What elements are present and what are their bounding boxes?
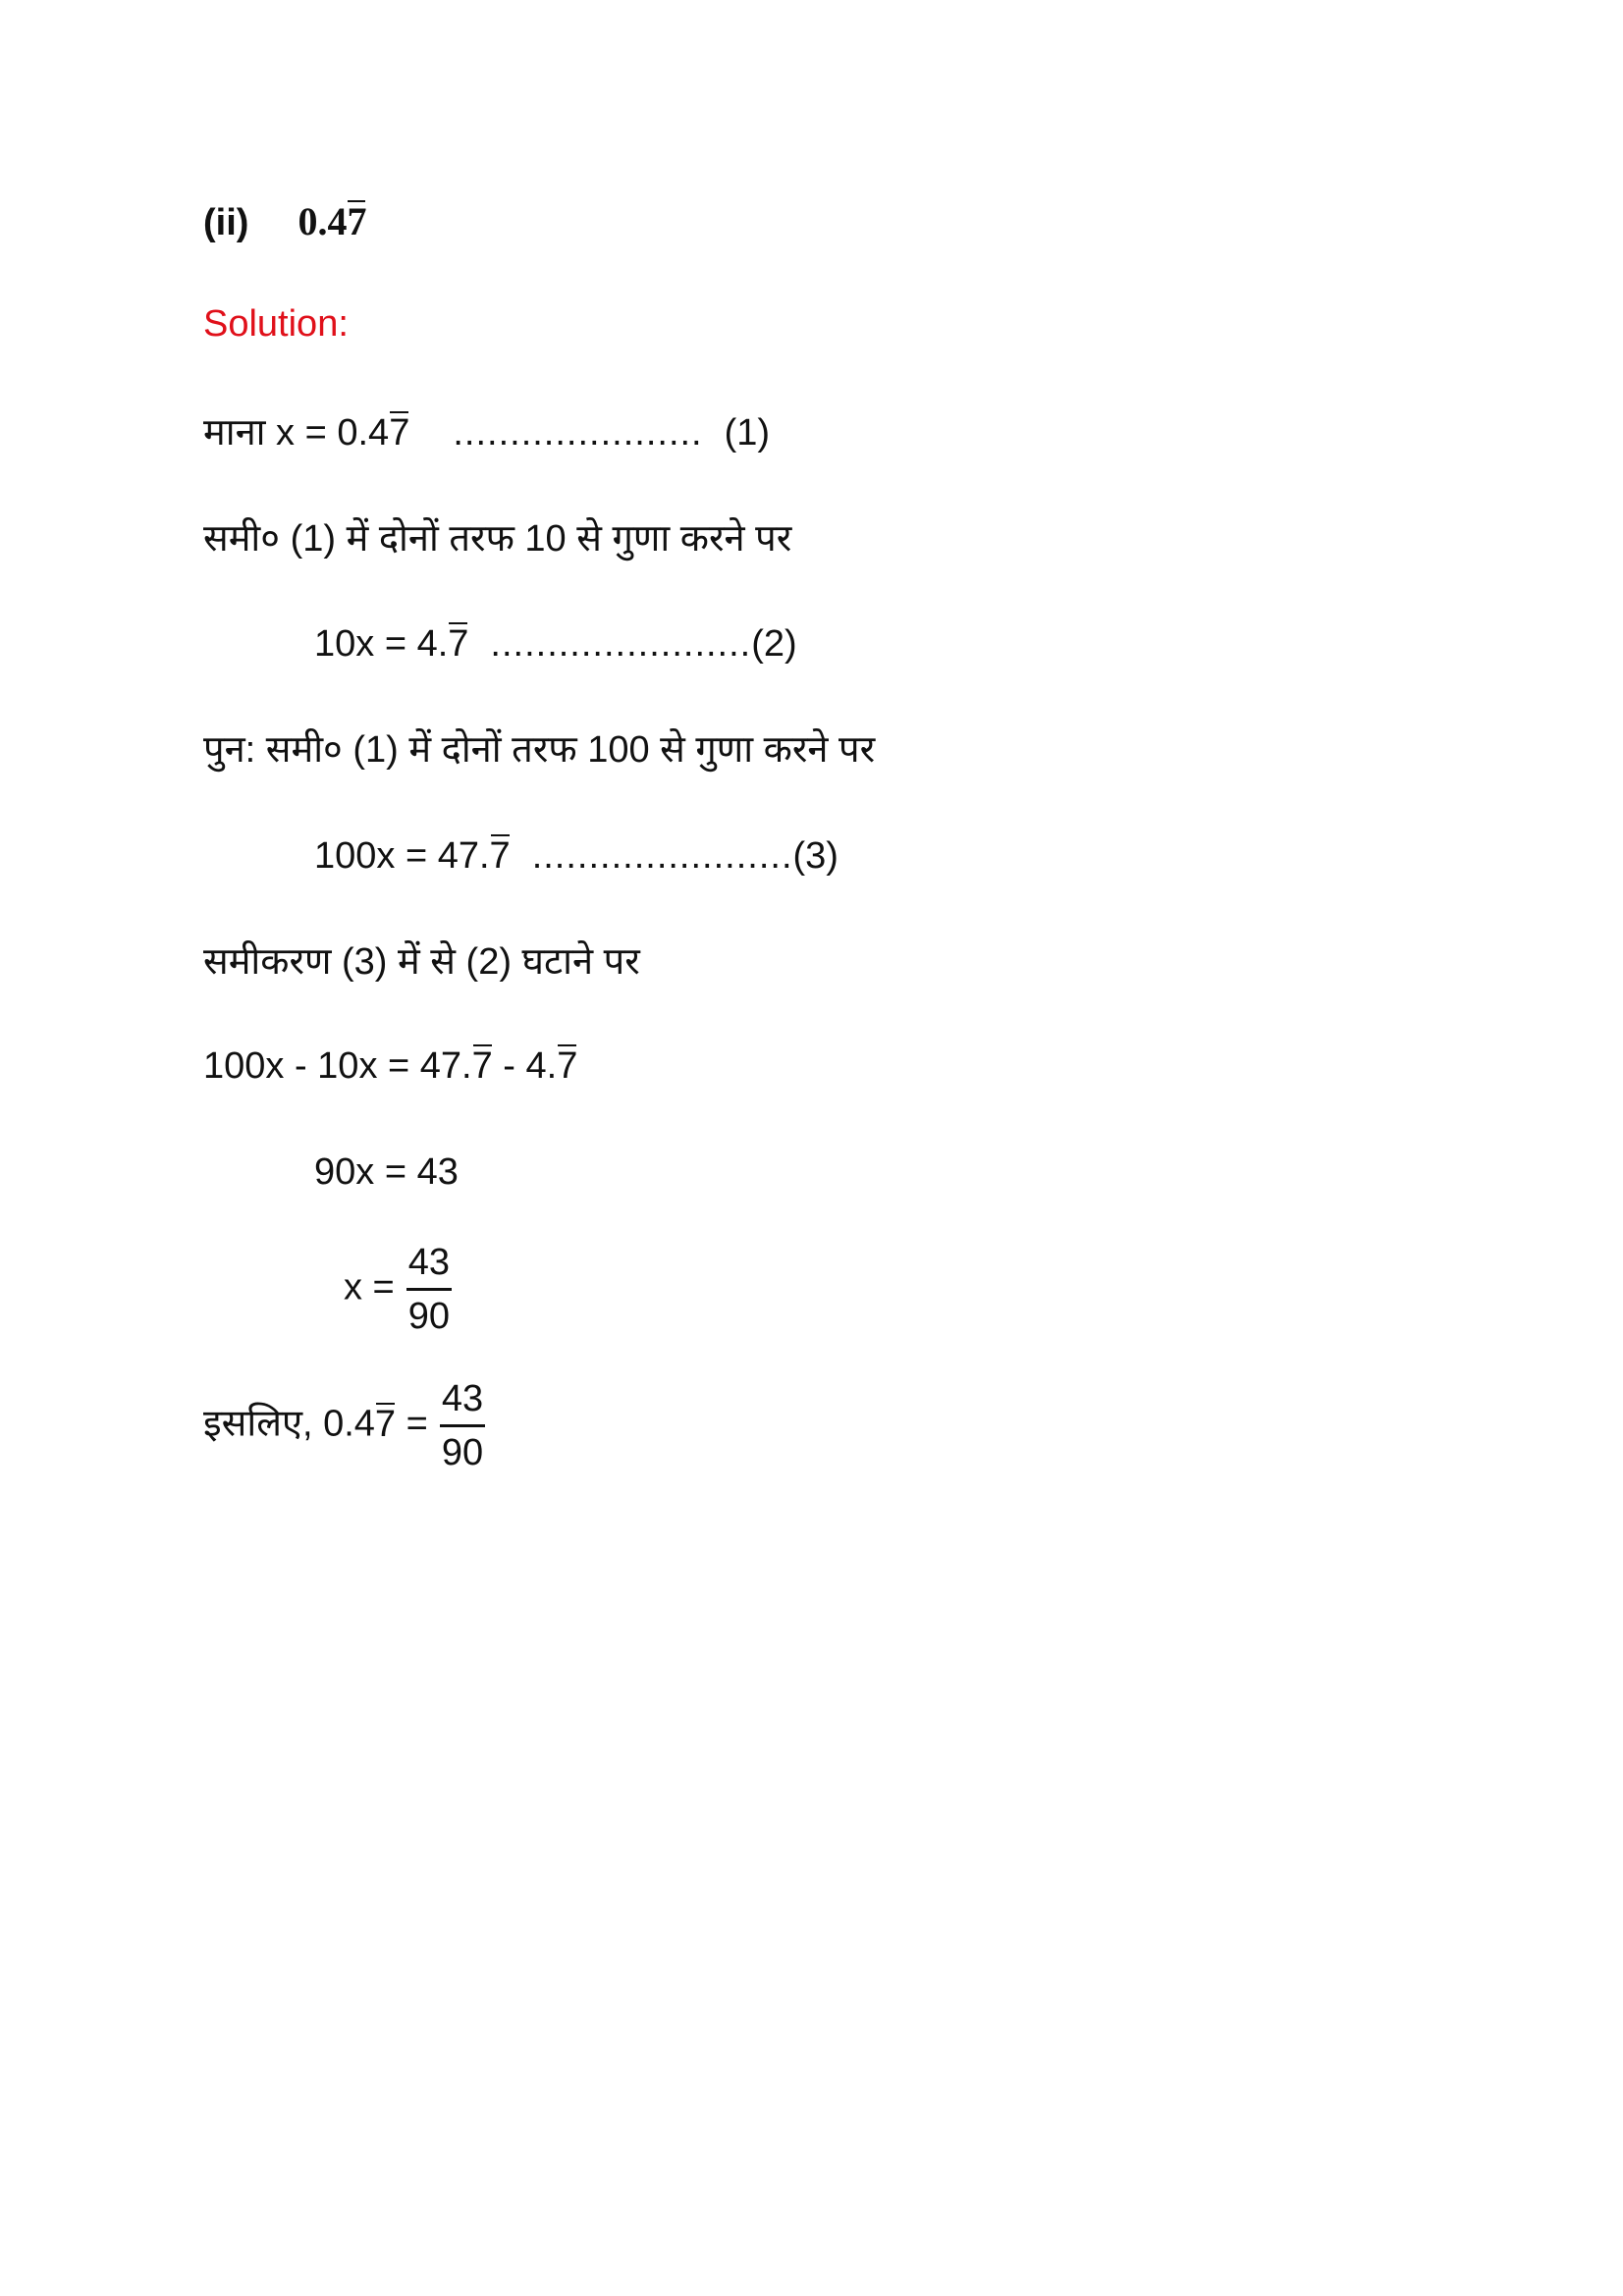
- leader-dots: .......................: [531, 835, 793, 877]
- fraction-numerator: 43: [406, 1241, 452, 1291]
- recurring-digit: 7: [375, 1401, 396, 1448]
- equation-x-fraction: x = $\frac{43}{90}$: [344, 1242, 451, 1337]
- equation-3: 100x = 47.7 .......................(3): [314, 832, 839, 880]
- fraction-denominator: 90: [407, 1296, 451, 1337]
- fraction: [406, 1241, 452, 1338]
- step-assume: माना x = 0.47 ...................... (1): [203, 409, 770, 456]
- equation-difference: 100x - 10x = 47.7 - 4.7: [203, 1042, 577, 1090]
- solution-label: Solution:: [203, 303, 349, 345]
- step-multiply-10: समी० (1) में दोनों तरफ 10 से गुणा करने पर: [203, 518, 792, 560]
- question-value: 0.47: [298, 199, 367, 243]
- recurring-digit: 7: [347, 199, 367, 243]
- recurring-digit: 7: [490, 832, 511, 880]
- equation-tag: (1): [724, 412, 771, 454]
- step-subtract: समीकरण (3) में से (2) घटाने पर: [203, 941, 640, 983]
- recurring-digit: 7: [472, 1042, 493, 1090]
- question-label: (ii): [203, 202, 249, 243]
- leader-dots: .......................: [490, 623, 752, 665]
- equation-2: 10x = 4.7 .......................(2): [314, 620, 797, 667]
- fraction-denominator: 90: [441, 1432, 484, 1473]
- step-multiply-100: पुन: समी० (1) में दोनों तरफ 100 से गुणा करने पर: [203, 729, 876, 771]
- equation-tag: (3): [792, 835, 839, 877]
- question-heading: [203, 198, 366, 246]
- recurring-digit: 7: [448, 620, 468, 667]
- equation-tag: (2): [751, 623, 797, 665]
- leader-dots: ......................: [453, 412, 703, 454]
- fraction: [440, 1377, 485, 1474]
- recurring-digit: 7: [389, 409, 409, 456]
- conclusion: इसलिए, 0.47 = $\frac{43}{90}$: [203, 1378, 484, 1473]
- equation-90x: 90x = 43: [314, 1151, 459, 1193]
- recurring-digit: 7: [557, 1042, 577, 1090]
- fraction-numerator: 43: [440, 1377, 485, 1427]
